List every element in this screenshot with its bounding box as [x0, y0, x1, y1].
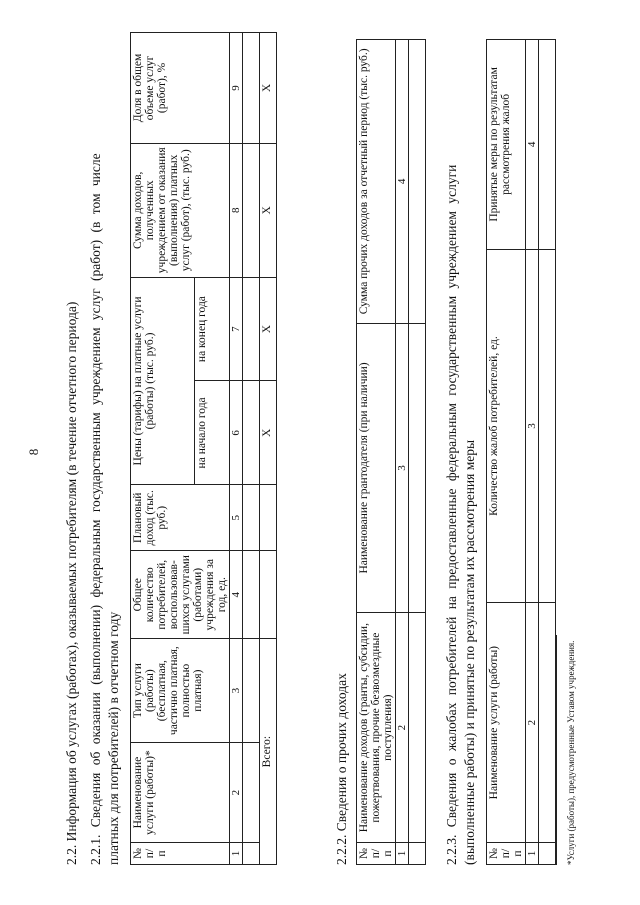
- col-number: 5: [230, 485, 243, 551]
- col-number: 6: [230, 381, 243, 485]
- col-header-planned: Плановый доход (тыс. руб.): [131, 485, 230, 551]
- heading-2-2-2: 2.2.2. Сведения о прочих доходах: [334, 673, 349, 865]
- footnote: *Услуги (работы), предусмотренные Уставом учреждения.: [566, 640, 576, 865]
- total-income: X: [260, 143, 277, 277]
- col-header-complaint-count: Количество жалоб потребителей, ед.: [487, 249, 526, 603]
- col-number: 3: [230, 639, 243, 743]
- col-number: 7: [230, 277, 243, 381]
- page-number: 8: [26, 448, 41, 456]
- heading-2-2-3-line2: (выполненные работы) и принятые по результатам их рассмотрения меры: [462, 439, 477, 865]
- col-number: 1: [230, 843, 243, 865]
- total-label: Всего:: [260, 639, 277, 865]
- column-number-row: [526, 40, 539, 865]
- col-number: 2: [526, 603, 539, 843]
- table-row: [409, 40, 426, 865]
- total-price-start: X: [260, 381, 277, 485]
- col-header-no: № п/п: [487, 843, 526, 865]
- col-header-income-name: Наименование доходов (гранты, субсидии, пожертвования, прочие безвозмездные поступления): [357, 613, 396, 843]
- col-number: 9: [230, 33, 243, 144]
- col-number: 1: [526, 843, 539, 865]
- col-number: 4: [396, 40, 409, 324]
- col-header-price-start: на начало года: [194, 381, 229, 485]
- col-header-grantor: Наименование грантодателя (при наличии): [357, 323, 396, 613]
- col-number: 1: [396, 843, 409, 865]
- footnote-divider: [556, 635, 557, 865]
- col-header-price-end: на конец года: [194, 277, 229, 381]
- col-number: 2: [396, 613, 409, 843]
- heading-2-2-1-line2: платных для потребителей) в отчетном году: [106, 611, 121, 865]
- col-header-name: Наименование услуги (работы)*: [131, 743, 230, 843]
- col-number: 8: [230, 143, 243, 277]
- heading-2-2-1-line1: 2.2.1. Сведения об оказании (выполнении) федеральным государственным учреждением услуг (работ) (в том числе: [88, 153, 103, 865]
- table-row: [243, 33, 260, 865]
- col-number: 2: [230, 743, 243, 843]
- column-number-row: [230, 33, 243, 865]
- col-header-measures: Принятые меры по результатам рассмотрения жалоб: [487, 40, 526, 250]
- col-number: 4: [230, 551, 243, 639]
- column-number-row: [396, 40, 409, 865]
- col-header-service-name: Наименование услуги (работы): [487, 603, 526, 843]
- col-header-total: Общее количество потребителей, воспользовав-шихся услугами (работами) учреждения за год, ед.: [131, 551, 230, 639]
- heading-2-2: 2.2. Информация об услугах (работах), оказываемых потребителям (в течение отчетного периода): [64, 301, 79, 865]
- table-row: [539, 40, 556, 865]
- total-price-end: X: [260, 277, 277, 381]
- col-header-type: Тип услуги (работы) (бесплатная, частично платная, полностью платная): [131, 639, 230, 743]
- table-row-total: [260, 33, 277, 865]
- col-header-no: № п/п: [357, 843, 396, 865]
- heading-2-2-3-line1: 2.2.3. Сведения о жалобах потребителей на предоставленные федеральным государственным учреждением услуги: [444, 164, 459, 865]
- services-table: [130, 32, 277, 865]
- total-share: X: [260, 33, 277, 144]
- col-number: 3: [396, 323, 409, 613]
- col-header-income: Сумма доходов, полученных учреждением от оказания (выполнения) платных услуг (работ), (тыс. руб.): [131, 143, 230, 277]
- complaints-table: [486, 39, 556, 865]
- col-header-sum: Сумма прочих доходов за отчетный период (тыс. руб.): [357, 40, 396, 324]
- col-header-no: № п/п: [131, 843, 230, 865]
- col-header-share: Доля в общем объеме услуг (работ), %: [131, 33, 230, 144]
- col-number: 4: [526, 40, 539, 250]
- col-header-prices: Цены (тарифы) на платные услуги (работы) (тыс. руб.): [131, 277, 195, 485]
- other-income-table: [356, 39, 426, 865]
- col-number: 3: [526, 249, 539, 603]
